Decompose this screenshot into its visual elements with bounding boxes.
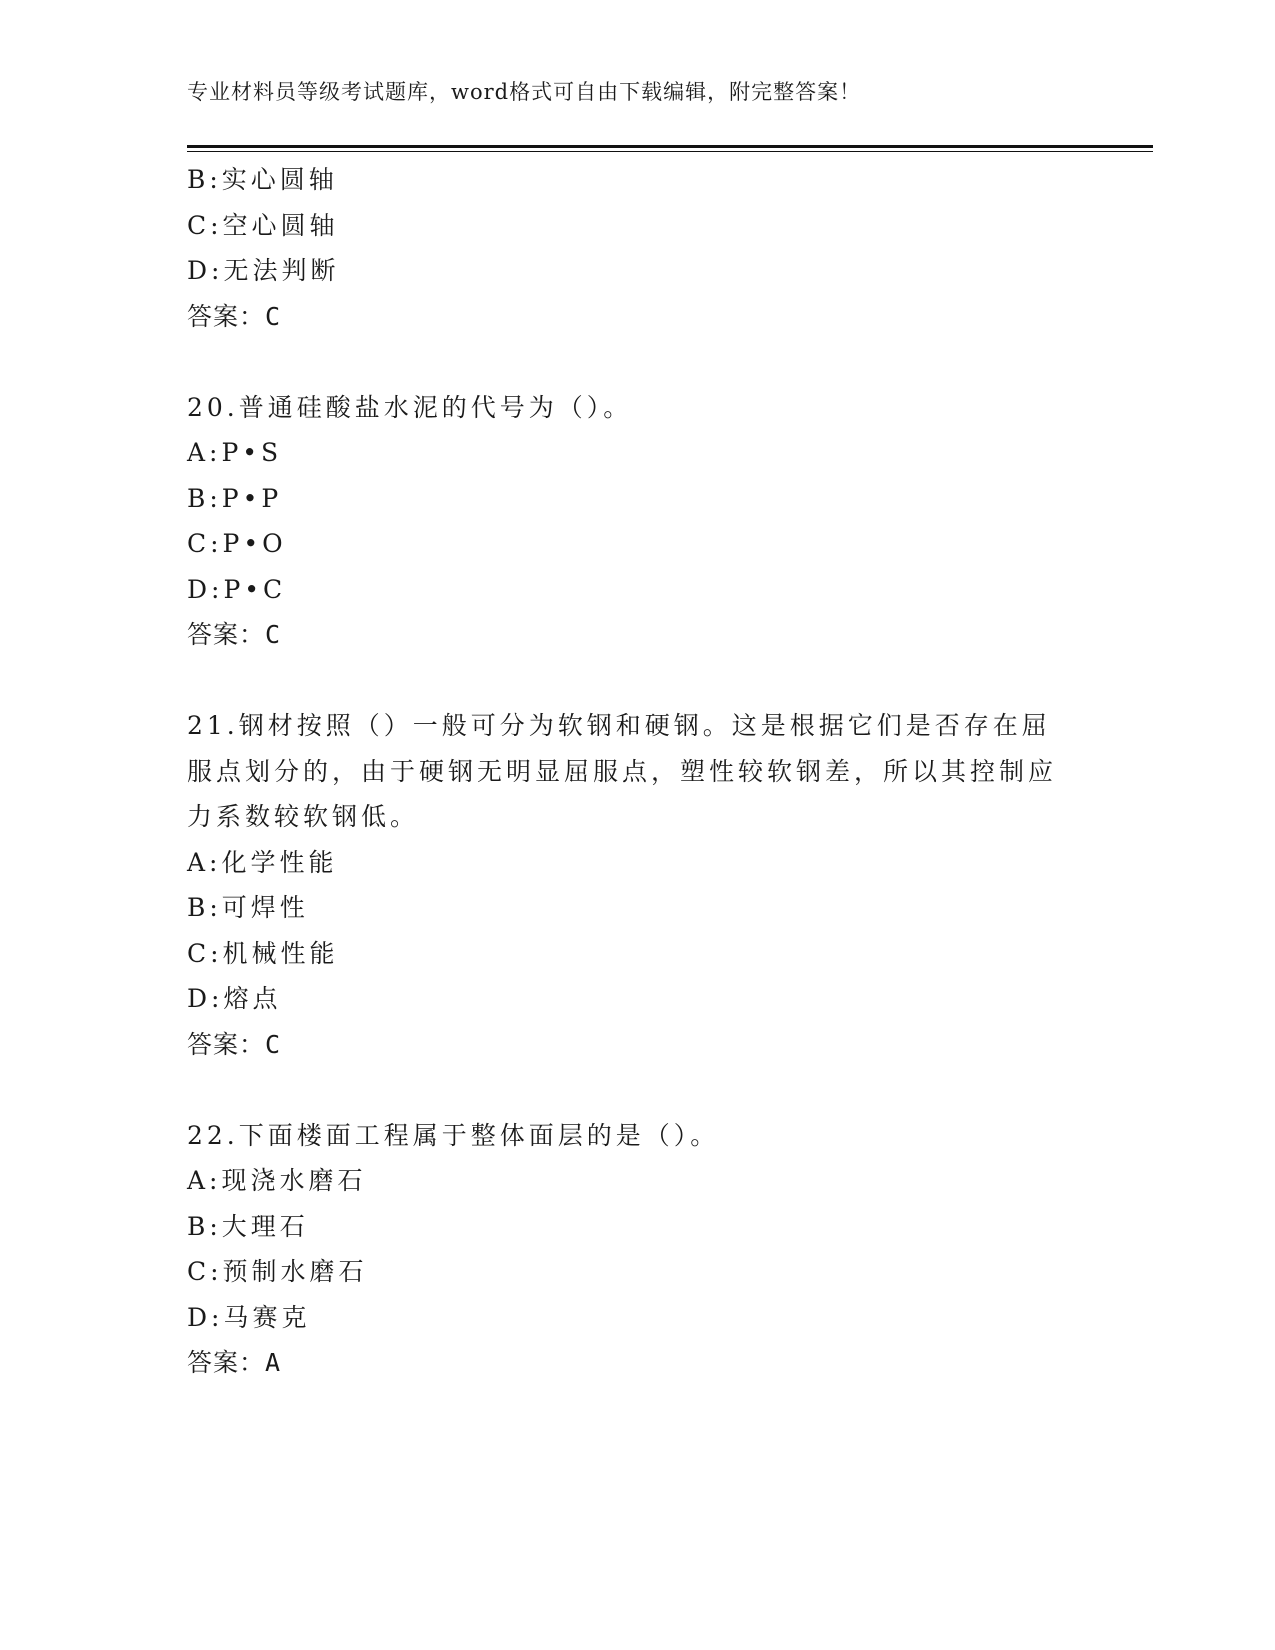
- option-a: A:化学性能: [187, 847, 338, 877]
- header-rule-thick: [187, 145, 1153, 148]
- answer-value: A: [265, 1348, 282, 1377]
- option-b: B:P•P: [187, 483, 283, 513]
- header-rule-thin: [187, 151, 1153, 152]
- option-d: D:熔点: [187, 984, 282, 1013]
- option-a: A:现浇水磨石: [187, 1166, 367, 1195]
- answer-label: 答案：: [187, 301, 266, 331]
- option-b: B:实心圆轴: [187, 165, 338, 194]
- option-d: D:无法判断: [187, 256, 340, 285]
- question-content: [187, 157, 1067, 1386]
- answer-value: C: [265, 301, 282, 331]
- option-d: D:马赛克: [187, 1302, 311, 1332]
- answer-line: [187, 612, 1067, 658]
- option-d: D:P•C: [187, 574, 287, 604]
- question-stem-line: 力系数较软钢低。: [187, 802, 420, 831]
- answer-value: C: [265, 1029, 282, 1059]
- option-b: B:可焊性: [187, 893, 309, 922]
- answer-label: 答案：: [187, 620, 266, 649]
- answer-value: C: [265, 620, 282, 649]
- page-header: 专业材料员等级考试题库，word格式可自由下载编辑，附完整答案！: [187, 80, 862, 104]
- answer-line: [187, 1340, 1067, 1386]
- answer-line: [187, 1022, 1067, 1068]
- answer-line: [187, 294, 1067, 340]
- question-stem-line: 服点划分的，由于硬钢无明显屈服点，塑性较软钢差，所以其控制应: [187, 756, 1058, 786]
- question-stem: 22.下面楼面工程属于整体面层的是（）。: [187, 1120, 720, 1150]
- option-c: C:空心圆轴: [187, 210, 339, 240]
- option-c: C:预制水磨石: [187, 1257, 368, 1286]
- option-a: A:P•S: [187, 438, 283, 467]
- option-b: B:大理石: [187, 1211, 309, 1241]
- option-c: C:P•O: [187, 529, 287, 558]
- answer-label: 答案：: [187, 1029, 266, 1059]
- question-stem-line: 21.钢材按照（）一般可分为软钢和硬钢。这是根据它们是否存在屈: [187, 711, 1051, 740]
- question-stem: 20.普通硅酸盐水泥的代号为（）。: [187, 392, 633, 422]
- answer-label: 答案：: [187, 1348, 266, 1377]
- option-c: C:机械性能: [187, 938, 339, 968]
